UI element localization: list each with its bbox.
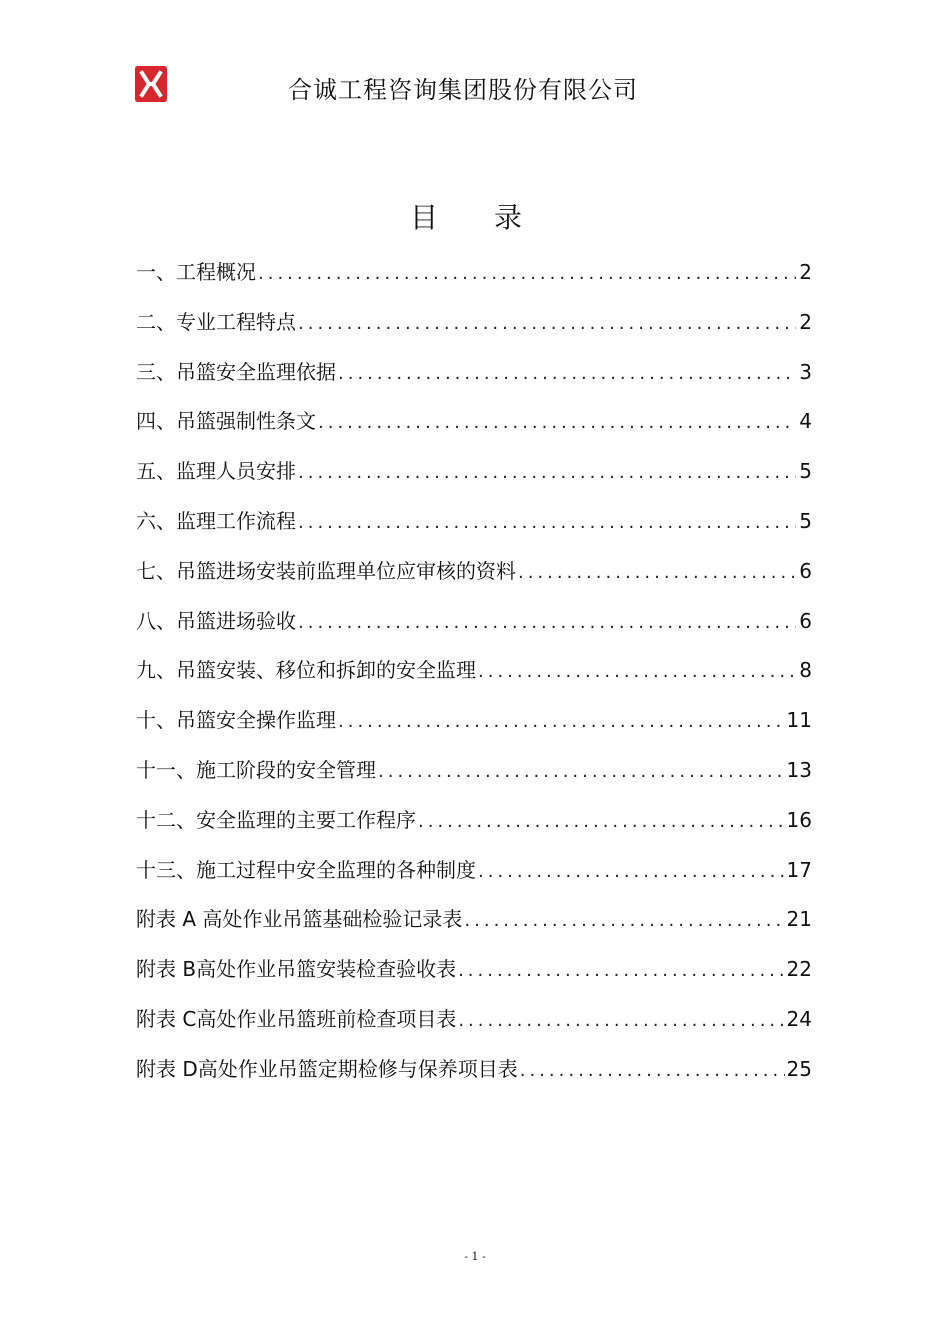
toc-entry-page: 22 <box>786 957 812 982</box>
toc-entry-page: 24 <box>786 1006 812 1031</box>
toc-entry[interactable] <box>136 704 812 754</box>
company-name: 合诚工程咨询集团股份有限公司 <box>288 76 638 104</box>
toc-entry[interactable] <box>136 256 812 306</box>
toc-leader-dots <box>520 1060 785 1081</box>
toc-entry-label: 十、吊篮安全操作监理 <box>136 708 336 733</box>
toc-leader-dots <box>464 910 784 931</box>
toc-leader-dots <box>338 363 796 384</box>
toc-entry-page: 5 <box>799 459 812 484</box>
toc-entry-label: 三、吊篮安全监理依据 <box>136 359 336 384</box>
toc-entry[interactable] <box>136 854 812 904</box>
toc-entry-label: 五、监理人员安排 <box>136 459 296 484</box>
toc-entry[interactable] <box>136 605 812 655</box>
toc-entry-page: 2 <box>799 260 812 284</box>
toc-leader-dots <box>458 1010 784 1031</box>
toc-entry-label: 十一、施工阶段的安全管理 <box>136 757 376 782</box>
toc-entry[interactable] <box>136 455 812 505</box>
toc-entry-page: 13 <box>786 757 812 782</box>
table-of-contents <box>136 256 812 1103</box>
toc-entry-page: 6 <box>799 608 812 633</box>
toc-entry-page: 6 <box>799 558 812 583</box>
toc-entry-page: 25 <box>786 1056 812 1081</box>
toc-entry-page: 3 <box>799 359 812 384</box>
toc-entry[interactable] <box>136 356 812 406</box>
toc-entry-label: 一、工程概况 <box>136 260 256 284</box>
toc-entry-page: 5 <box>799 508 812 533</box>
toc-leader-dots <box>478 861 785 882</box>
toc-entry-label: 六、监理工作流程 <box>136 508 296 533</box>
toc-entry[interactable] <box>136 1003 812 1053</box>
toc-entry[interactable] <box>136 306 812 356</box>
toc-entry-label: 八、吊篮进场验收 <box>136 608 296 633</box>
toc-entry[interactable] <box>136 654 812 704</box>
toc-entry[interactable] <box>136 555 812 605</box>
toc-entry-page: 17 <box>786 857 812 882</box>
toc-entry-page: 21 <box>786 907 812 932</box>
toc-entry-label: 二、专业工程特点 <box>136 309 296 334</box>
toc-entry-label: 十二、安全监理的主要工作程序 <box>136 807 416 832</box>
toc-entry-label: 九、吊篮安装、移位和拆卸的安全监理 <box>136 658 476 683</box>
page-number: - 1 - <box>464 1250 486 1263</box>
toc-entry[interactable] <box>136 804 812 854</box>
toc-entry-page: 8 <box>799 658 812 683</box>
toc-leader-dots <box>378 761 785 782</box>
toc-entry-page: 16 <box>786 807 812 832</box>
toc-entry-page: 2 <box>799 309 812 334</box>
toc-entry[interactable] <box>136 953 812 1003</box>
toc-entry[interactable] <box>136 1053 812 1103</box>
toc-leader-dots <box>298 462 796 483</box>
toc-leader-dots <box>458 960 784 981</box>
toc-entry[interactable] <box>136 903 812 953</box>
toc-entry[interactable] <box>136 754 812 804</box>
toc-leader-dots <box>338 711 785 732</box>
toc-leader-dots <box>418 811 785 832</box>
toc-entry-label: 附表 C高处作业吊篮班前检查项目表 <box>136 1006 457 1031</box>
toc-leader-dots <box>258 263 796 284</box>
toc-entry-label: 附表 D高处作业吊篮定期检修与保养项目表 <box>136 1056 518 1081</box>
toc-title: 目录 <box>409 201 578 234</box>
toc-entry-label: 四、吊篮强制性条文 <box>136 409 316 434</box>
toc-entry-label: 十三、施工过程中安全监理的各种制度 <box>136 857 476 882</box>
company-logo-icon <box>135 66 167 102</box>
toc-entry-label: 七、吊篮进场安装前监理单位应审核的资料 <box>136 558 516 583</box>
toc-entry-label: 附表 B高处作业吊篮安装检查验收表 <box>136 957 457 982</box>
toc-leader-dots <box>318 412 796 433</box>
toc-leader-dots <box>478 661 796 682</box>
toc-leader-dots <box>298 612 796 633</box>
toc-leader-dots <box>298 512 796 533</box>
toc-entry-page: 11 <box>786 708 812 733</box>
toc-entry-page: 4 <box>799 409 812 434</box>
toc-leader-dots <box>518 562 796 583</box>
toc-leader-dots <box>298 313 796 334</box>
toc-entry[interactable] <box>136 405 812 455</box>
toc-entry[interactable] <box>136 505 812 555</box>
toc-entry-label: 附表 A 高处作业吊篮基础检验记录表 <box>136 907 463 932</box>
page-header <box>135 66 825 106</box>
